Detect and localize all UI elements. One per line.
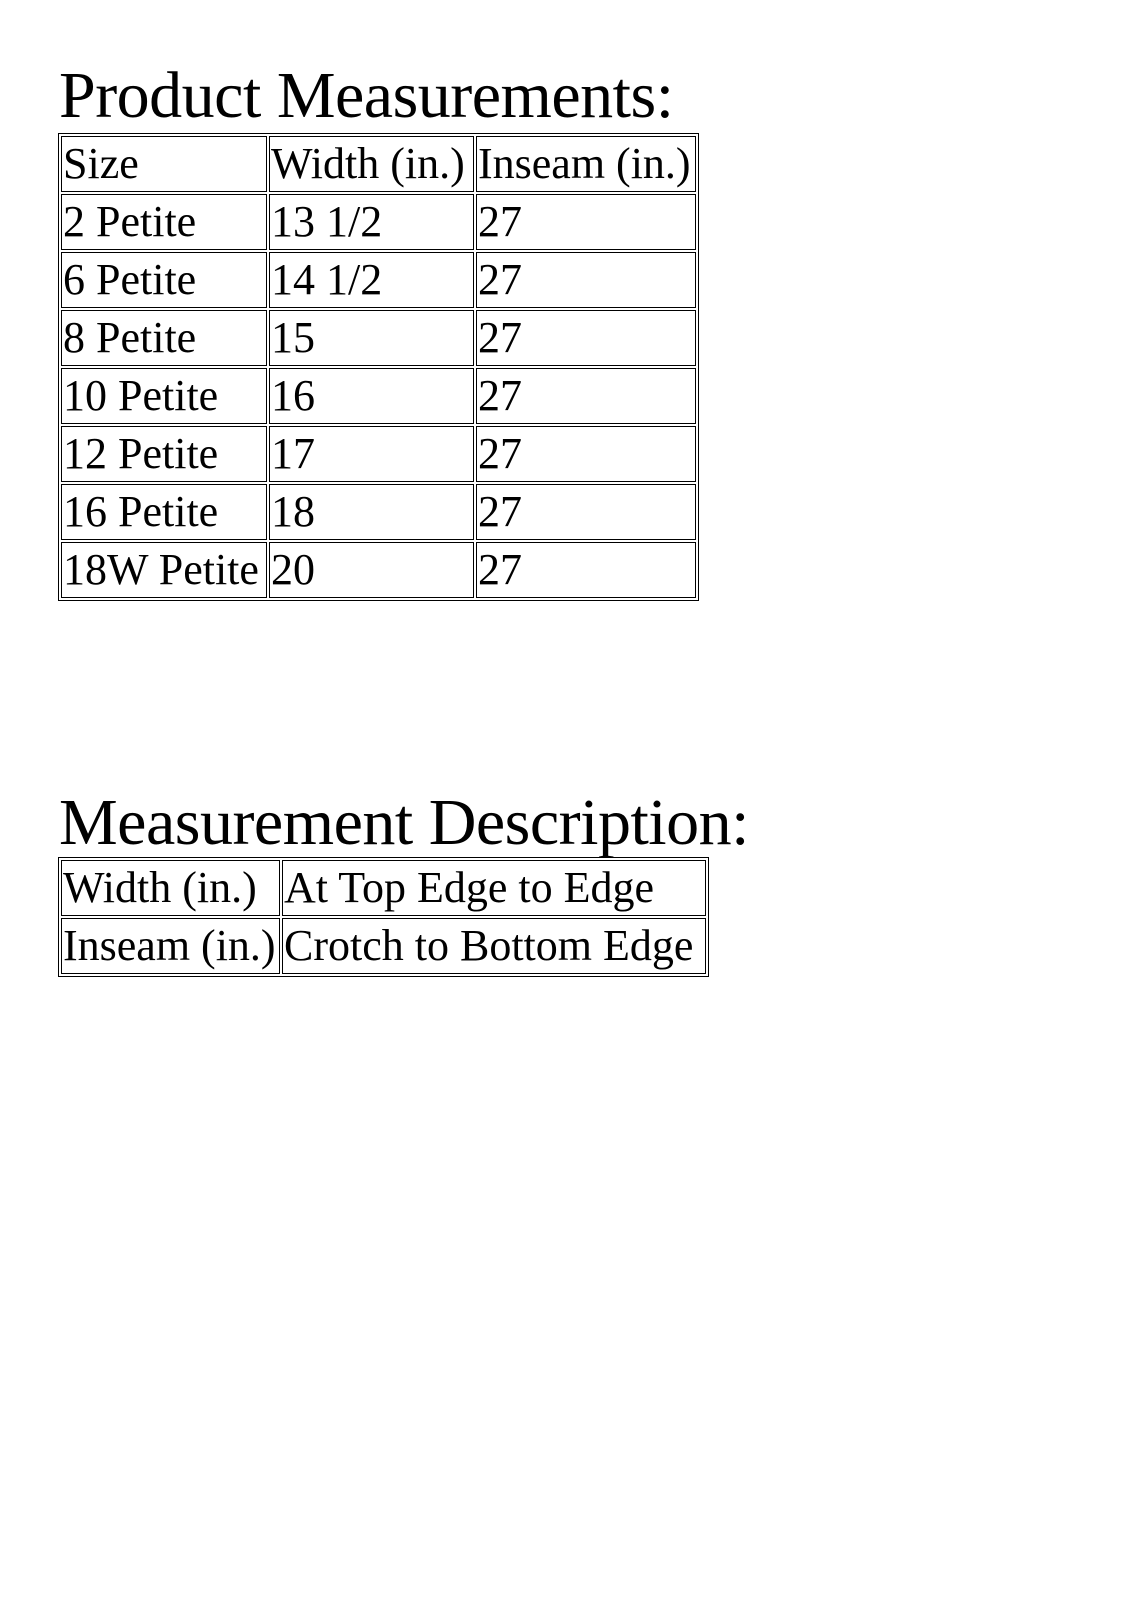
size-cell: 18W Petite bbox=[61, 542, 267, 598]
header-size: Size bbox=[61, 136, 267, 192]
inseam-cell: 27 bbox=[476, 484, 696, 540]
measurements-table bbox=[58, 133, 699, 601]
header-width: Width (in.) bbox=[269, 136, 474, 192]
table-row bbox=[61, 368, 696, 424]
table-row bbox=[61, 194, 696, 250]
inseam-cell: 27 bbox=[476, 252, 696, 308]
width-cell: 14 1/2 bbox=[269, 252, 474, 308]
table-row bbox=[61, 426, 696, 482]
measurement-description-cell: Crotch to Bottom Edge bbox=[282, 918, 706, 974]
size-cell: 2 Petite bbox=[61, 194, 267, 250]
product-measurements-title: Product Measurements: bbox=[59, 59, 674, 132]
table-row bbox=[61, 310, 696, 366]
width-cell: 13 1/2 bbox=[269, 194, 474, 250]
measurement-description-cell: At Top Edge to Edge bbox=[282, 860, 706, 916]
inseam-cell: 27 bbox=[476, 542, 696, 598]
table-row bbox=[61, 542, 696, 598]
header-inseam: Inseam (in.) bbox=[476, 136, 696, 192]
inseam-cell: 27 bbox=[476, 426, 696, 482]
width-cell: 18 bbox=[269, 484, 474, 540]
size-cell: 16 Petite bbox=[61, 484, 267, 540]
width-cell: 15 bbox=[269, 310, 474, 366]
measurement-name-cell: Inseam (in.) bbox=[61, 918, 280, 974]
inseam-cell: 27 bbox=[476, 368, 696, 424]
size-cell: 10 Petite bbox=[61, 368, 267, 424]
table-header-row bbox=[61, 136, 696, 192]
width-cell: 20 bbox=[269, 542, 474, 598]
size-cell: 8 Petite bbox=[61, 310, 267, 366]
table-row bbox=[61, 860, 706, 916]
size-cell: 12 Petite bbox=[61, 426, 267, 482]
measurement-description-title: Measurement Description: bbox=[59, 786, 749, 859]
description-table bbox=[58, 857, 709, 977]
table-row bbox=[61, 484, 696, 540]
width-cell: 16 bbox=[269, 368, 474, 424]
size-cell: 6 Petite bbox=[61, 252, 267, 308]
table-row bbox=[61, 252, 696, 308]
inseam-cell: 27 bbox=[476, 310, 696, 366]
measurement-name-cell: Width (in.) bbox=[61, 860, 280, 916]
inseam-cell: 27 bbox=[476, 194, 696, 250]
width-cell: 17 bbox=[269, 426, 474, 482]
table-row bbox=[61, 918, 706, 974]
